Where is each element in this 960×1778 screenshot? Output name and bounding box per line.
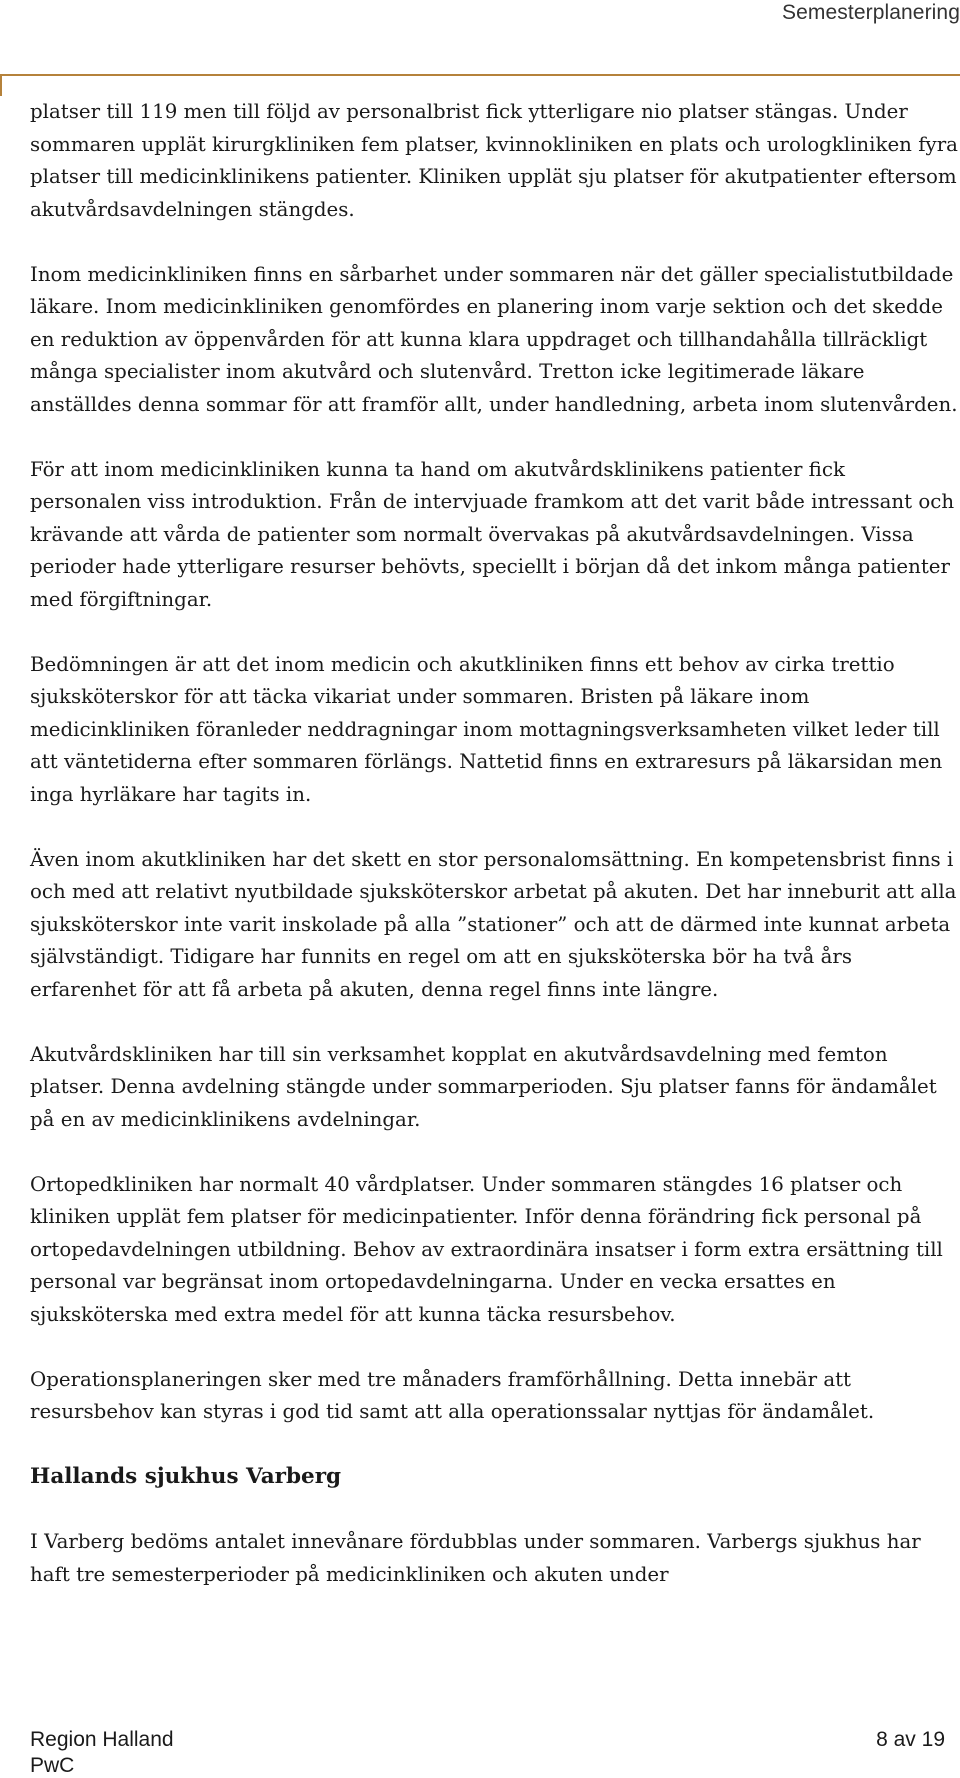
paragraph: Bedömningen är att det inom medicin och akutkliniken finns ett behov av cirka trettio sjuksköterskor för att täcka vikariat under sommaren. Bristen på läkare inom medicinkliniken föranleder neddragningar inom mottagningsverksamheten vilket leder till att väntetiderna efter sommaren förlängs. Nattetid finns en extraresurs på läkarsidan men inga hyrläkare har tagits in. bbox=[30, 652, 943, 806]
header-rule bbox=[0, 74, 960, 76]
paragraph: Akutvårdskliniken har till sin verksamhet kopplat en akutvårdsavdelning med femton platser. Denna avdelning stängde under sommarperioden. Sju platser fanns för ändamålet på en av medicinklinikens avdelningar. bbox=[30, 1042, 937, 1131]
section-heading: Hallands sjukhus Varberg bbox=[30, 1464, 342, 1489]
footer-organization: Region Halland bbox=[30, 1728, 174, 1751]
paragraph: platser till 119 men till följd av personalbrist fick ytterligare nio platser stängas. Under sommaren upplät kirurgkliniken fem platser, kvinnokliniken en plats och urologkliniken fyra platser till medicinklinikens patienter. Kliniken upplät sju platser för akutpatienter eftersom akutvårdsavdelningen stängdes. bbox=[30, 100, 958, 221]
paragraph: Ortopedkliniken har normalt 40 vårdplatser. Under sommaren stängdes 16 platser och kliniken upplät fem platser för medicinpatienter. Inför denna förändring fick personal på ortopedavdelningen utbildning. Behov av extraordinära insatser i form extra ersättning till personal var begränsat inom ortopedavdelningarna. Under en vecka ersattes en sjuksköterska med extra medel för att kunna täcka resursbehov. bbox=[30, 1172, 943, 1326]
paragraph: Även inom akutkliniken har det skett en stor personalomsättning. En kompetensbrist finns i och med att relativt nyutbildade sjuksköterskor arbetat på akuten. Det har inneburit att alla sjuksköterskor inte varit inskolade på alla ”stationer” och att de därmed inte kunnat arbeta självständigt. Tidigare har funnits en regel om att en sjuksköterska bör ha två års erfarenhet för att få arbeta på akuten, denna regel finns inte längre. bbox=[30, 847, 957, 1001]
paragraph: Operationsplaneringen sker med tre månaders framförhållning. Detta innebär att resursbehov kan styras i god tid samt att alla operationssalar nyttjas för ändamålet. bbox=[30, 1367, 875, 1423]
paragraph: I Varberg bedöms antalet innevånare fördubblas under sommaren. Varbergs sjukhus har haft tre semesterperioder på medicinkliniken och akuten under bbox=[30, 1530, 921, 1586]
page-number: 8 av 19 bbox=[876, 1728, 945, 1751]
document-body bbox=[30, 96, 960, 1624]
header-rule-corner bbox=[0, 74, 2, 96]
paragraph: För att inom medicinkliniken kunna ta hand om akutvårdsklinikens patienter fick personalen viss introduktion. Från de intervjuade framkom att det varit både intressant och krävande att vårda de patienter som normalt övervakas på akutvårdsavdelningen. Vissa perioder hade ytterligare resurser behövts, speciellt i början då det inkom många patienter med förgiftningar. bbox=[30, 457, 955, 611]
header-title: Semesterplanering bbox=[782, 1, 960, 24]
footer-brand: PwC bbox=[30, 1754, 75, 1777]
paragraph: Inom medicinkliniken finns en sårbarhet under sommaren när det gäller specialistutbildade läkare. Inom medicinkliniken genomfördes en planering inom varje sektion och det skedde en reduktion av öppenvården för att kunna klara uppdraget och tillhandahålla tillräckligt många specialister inom akutvård och slutenvård. Tretton icke legitimerade läkare anställdes denna sommar för att framför allt, under handledning, arbeta inom slutenvården. bbox=[30, 262, 958, 416]
